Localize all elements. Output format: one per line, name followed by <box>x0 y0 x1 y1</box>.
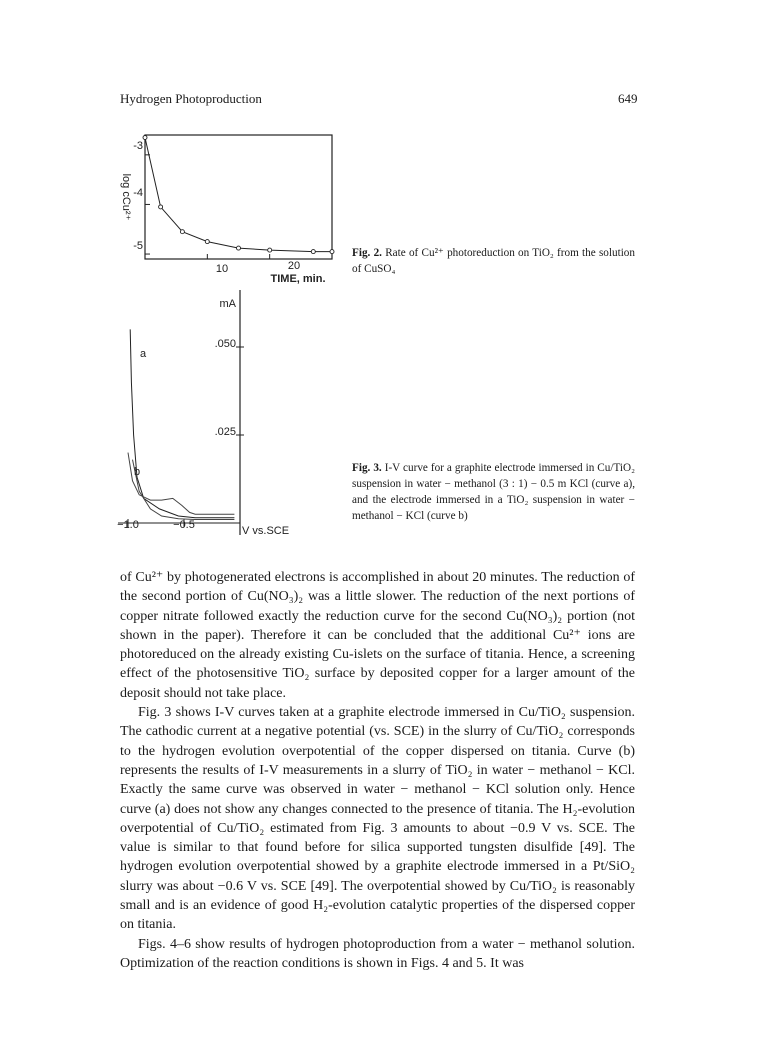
fig2-data-point <box>237 246 241 250</box>
fig2-data-point <box>143 136 147 140</box>
fig2-ytick-label: -4 <box>133 187 143 199</box>
fig3-curve-label-a: a <box>140 348 147 360</box>
fig2-data-point <box>205 240 209 244</box>
fig2-caption-label: Fig. 2. <box>352 247 382 259</box>
body-paragraph: Fig. 3 shows I-V curves taken at a graphite electrode immersed in Cu/TiO₂ suspension. The cathodic current at a negative potential (vs. SCE) in the slurry of Cu/TiO₂ corresponds to the hydrogen evolution overpotential of the copper dispersed on titania. Curve (b) represents the results of I-V measurements in a slurry of TiO₂ in water − methanol − KCl. Exactly the same curve was observed in water − methanol − KCl solution only. Hence curve (a) does not show any changes connected to the presence of titania. The H₂-evolution overpotential of Cu/TiO₂ estimated from Fig. 3 amounts to about −0.9 V vs. SCE. The value is similar to that found before for silica supported tungsten disulfide [49]. The hydrogen evolution overpotential showed by a graphite electrode immersed in a Pt/SiO₂ slurry was about −0.6 V vs. SCE [49]. The overpotential showed by Cu/TiO₂ is reasonably small and is an evidence of good H₂-evolution catalytic properties of the dispersed copper on titania. <box>120 705 635 933</box>
fig2-data-point <box>159 205 163 209</box>
figure-2-chart <box>110 125 350 300</box>
body-paragraph: Figs. 4–6 show results of hydrogen photoproduction from a water − methanol solution. Optimization of the reaction conditions is shown in Figs. 4 and 5. It was <box>120 936 635 971</box>
fig2-series-group <box>143 136 334 260</box>
fig3-xlabel: V vs.SCE <box>242 525 290 537</box>
figure-3-chart <box>110 285 355 545</box>
fig3-caption-label: Fig. 3. <box>352 462 382 474</box>
fig2-series-line <box>145 138 332 252</box>
body-text <box>120 568 635 973</box>
fig2-plot-frame <box>145 135 332 259</box>
body-paragraph: of Cu²⁺ by photogenerated electrons is accomplished in about 20 minutes. The reduction of the second portion of Cu(NO₃)₂ was a little slower. The reduction of the next portions of copper nitrate followed exactly the reduction curve for the second Cu(NO₃)₂ portion (not shown in the paper). Therefore it can be concluded that the additional Cu²⁺ ions are photoreduced on the already existing Cu-islets on the surface of titania. Hence, a screening effect of the photosensitive TiO₂ surface by deposited copper for a larger amount of the deposit should not take place. <box>120 570 635 701</box>
fig2-data-point <box>330 250 334 254</box>
fig3-xtick-label: −1.0 <box>117 519 139 531</box>
fig2-ytick-label: -3 <box>133 140 143 152</box>
fig2-data-point <box>268 248 272 252</box>
figure-2-caption <box>352 245 635 277</box>
fig2-caption-text: Rate of Cu²⁺ photoreduction on TiO₂ from the solution of CuSO₄ <box>352 247 635 275</box>
figure-3-caption <box>352 460 635 524</box>
running-head: Hydrogen Photoproduction <box>120 91 262 106</box>
fig2-ylabel: log cCu²⁺ <box>120 173 132 221</box>
fig3-xtick-label: −0.5 <box>173 519 195 531</box>
fig2-data-point <box>311 250 315 254</box>
fig3-y-unit: mA <box>219 298 236 310</box>
fig3-series-line <box>133 460 235 520</box>
fig3-ytick-label: .025 <box>214 426 236 438</box>
fig3-caption-text: I-V curve for a graphite electrode immersed in Cu/TiO₂ suspension in water − methanol (3 : 1) − 0.5 m KCl (curve a), and the electrode immersed in a TiO₂ suspension in water − methanol − KCl (curve b) <box>352 462 635 522</box>
fig3-series-b <box>128 453 234 515</box>
fig2-ytick-label: -5 <box>133 240 143 252</box>
fig2-xtick-label: 10 <box>215 263 229 275</box>
page-number: 649 <box>618 91 638 106</box>
fig3-ytick-label: .050 <box>214 338 236 350</box>
fig2-data-point <box>180 230 184 234</box>
fig2-xlabel: TIME, min. <box>270 273 326 285</box>
fig2-xtick-label: 20 <box>287 260 301 272</box>
fig3-curve-label-b: b <box>134 466 141 478</box>
